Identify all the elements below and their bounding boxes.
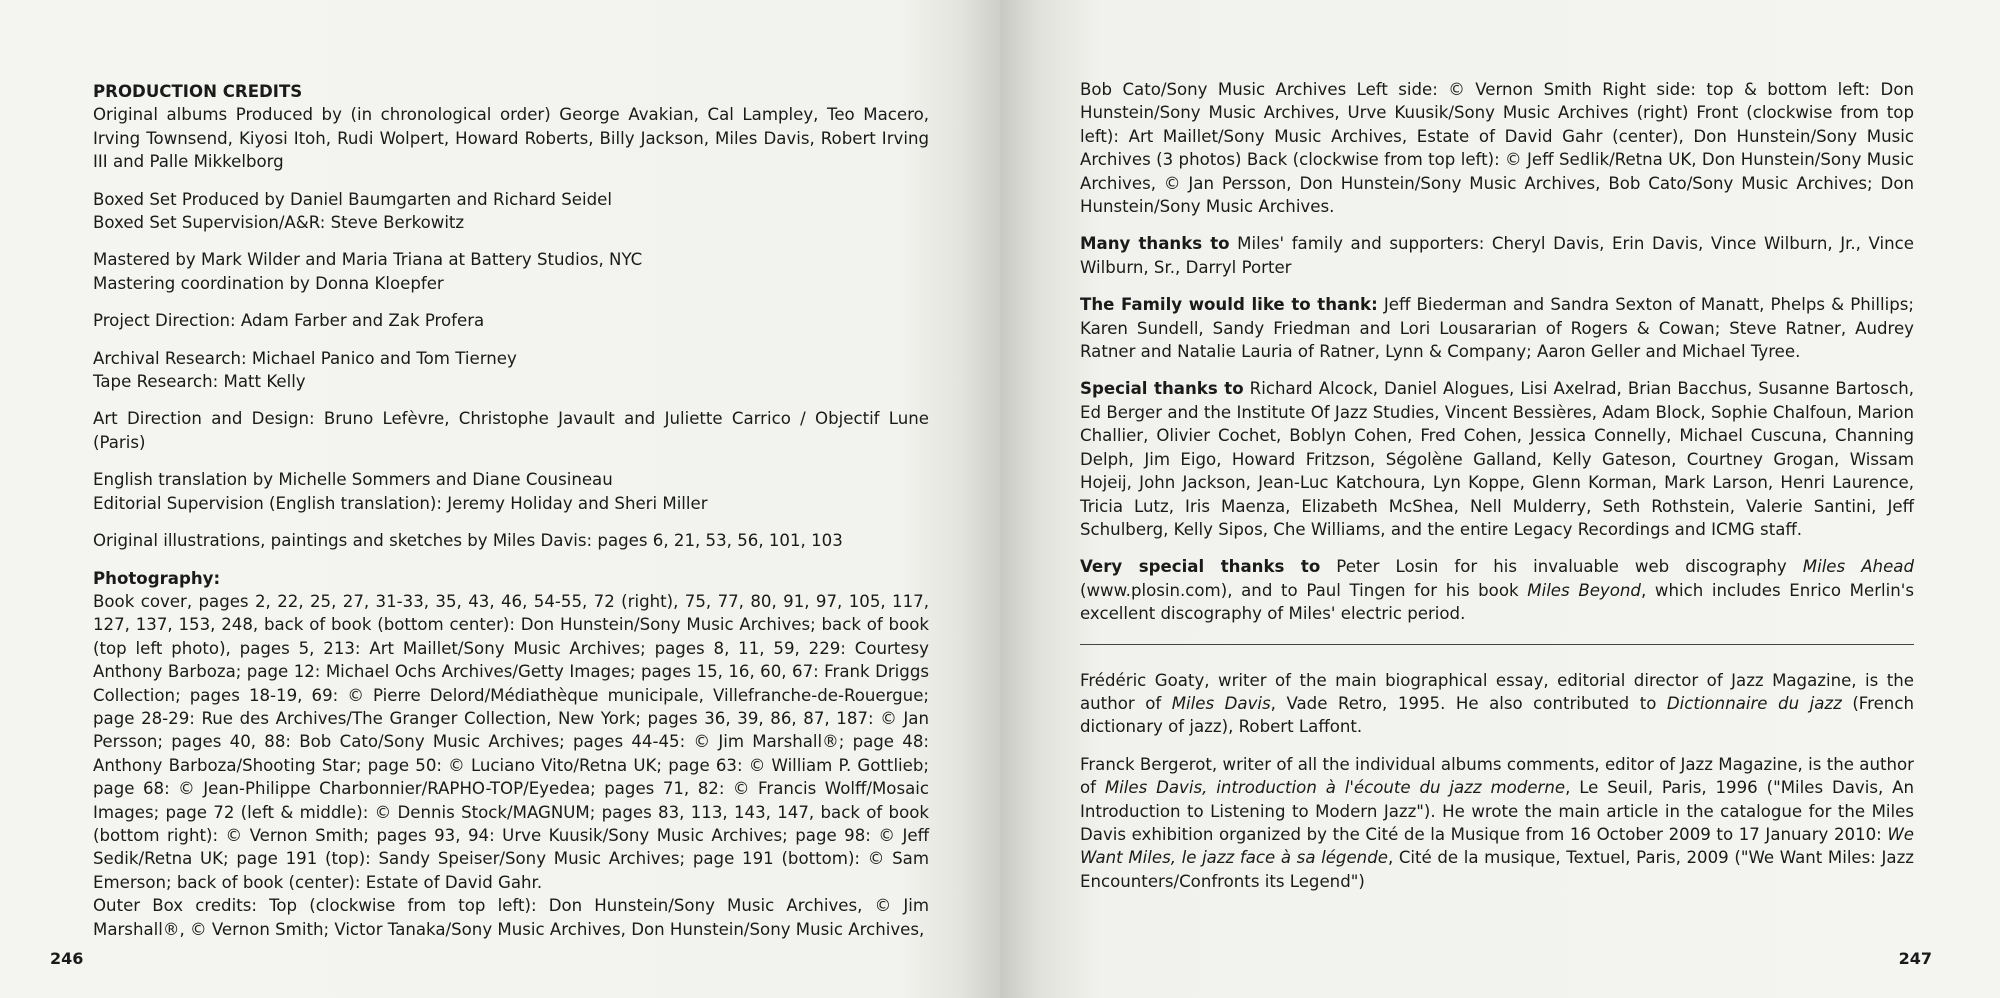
bergerot-text-2: , Le Seuil, Paris, 1996 ("Miles Davis, An Introduction to Listening to Modern Jazz"). He wrote the main article in the catalogue for the Miles Davis exhibition organized by the Cité de la Musique from 16 October 2009 to 17 January 2010: bbox=[1080, 778, 1914, 844]
many-thanks-paragraph bbox=[1080, 232, 1914, 279]
boxed-set-produced-credit: Boxed Set Produced by Daniel Baumgarten and Richard Seidel bbox=[93, 189, 612, 209]
page-number-right: 247 bbox=[1898, 949, 1932, 968]
right-page bbox=[1000, 0, 2000, 998]
goaty-text-1: Frédéric Goaty, writer of the main biographical essay, editorial director of Jazz Magazine, is the author of bbox=[1080, 670, 1914, 713]
very-special-text-2: (www.plosin.com), and to Paul Tingen for his book bbox=[1080, 580, 1528, 600]
art-direction-credit: Art Direction and Design: Bruno Lefèvre, Christophe Javault and Juliette Carrico / Objectif Lune (Paris) bbox=[93, 409, 929, 452]
english-translation-credit: English translation by Michelle Sommers and Diane Cousineau bbox=[93, 470, 613, 490]
family-thanks-paragraph bbox=[1080, 293, 1914, 363]
special-thanks-lead: Special thanks to bbox=[1080, 379, 1244, 399]
bergerot-text-1: Franck Bergerot, writer of all the individual albums comments, editor of Jazz Magazine, is the author of bbox=[1080, 754, 1914, 798]
boxed-set-supervision-credit: Boxed Set Supervision/A&R: Steve Berkowitz bbox=[93, 213, 465, 233]
original-albums-credit: Original albums Produced by (in chronological order) George Avakian, Cal Lampley, Teo Macero, Irving Townsend, Kiyosi Itoh, Rudi Wolpert, Howard Roberts, Billy Jackson, Miles Davis, Robert Irving III and Palle Mikkelborg bbox=[93, 105, 929, 172]
dictionnaire-title: Dictionnaire du jazz bbox=[1666, 693, 1842, 713]
production-credits-heading: PRODUCTION CREDITS bbox=[93, 82, 303, 101]
photo-credits-continuation: Bob Cato/Sony Music Archives Left side: © Vernon Smith Right side: top & bottom left: Don Hunstein/Sony Music Archives, Urve Kuusik/Sony Music Archives (right) Front (clockwise from top left): Art Maillet/Sony Music Archives, Estate of David Gahr (center), Don Hunstein/Sony Music Archives (3 photos) Back (clockwise from top left): © Jeff Sedlik/Retna UK, Don Hunstein/Sony Music Archives, © Jan Persson, Don Hunstein/Sony Music Archives, Bob Cato/Sony Music Archives; Don Hunstein/Sony Music Archives. bbox=[1080, 80, 1914, 217]
original-illustrations-credit: Original illustrations, paintings and sketches by Miles Davis: pages 6, 21, 53, 56, 101, 103 bbox=[93, 531, 843, 551]
acknowledgements-column bbox=[1080, 78, 1914, 893]
archival-research-credit: Archival Research: Michael Panico and Tom Tierney bbox=[93, 348, 517, 368]
outer-box-credits: Outer Box credits: Top (clockwise from top left): Don Hunstein/Sony Music Archives, © Jim Marshall®, © Vernon Smith; Victor Tanaka/Sony Music Archives, Don Hunstein/Sony Music Archives, bbox=[93, 896, 929, 939]
miles-ahead-title: Miles Ahead bbox=[1802, 557, 1914, 577]
very-special-text-3: , which includes Enrico Merlin's excellent discography of Miles' electric period. bbox=[1080, 580, 1914, 624]
section-divider bbox=[1080, 644, 1914, 645]
many-thanks-lead: Many thanks to bbox=[1080, 234, 1230, 254]
goaty-book-title: Miles Davis bbox=[1171, 693, 1271, 713]
project-direction-credit: Project Direction: Adam Farber and Zak Profera bbox=[93, 311, 485, 331]
miles-beyond-title: Miles Beyond bbox=[1527, 580, 1641, 600]
we-want-miles-title: We Want Miles, le jazz face à sa légende bbox=[1080, 824, 1914, 868]
bergerot-text-3: , Cité de la musique, Textuel, Paris, 2009 ("We Want Miles: Jazz Encounters/Confronts its Legend") bbox=[1080, 848, 1914, 891]
tape-research-credit: Tape Research: Matt Kelly bbox=[93, 372, 306, 392]
many-thanks-text: Miles' family and supporters: Cheryl Davis, Erin Davis, Vince Wilburn, Jr., Vince Wilburn, Sr., Darryl Porter bbox=[1080, 234, 1914, 277]
very-special-thanks-paragraph bbox=[1080, 555, 1914, 625]
goaty-text-3: (French dictionary of jazz), Robert Laffont. bbox=[1080, 693, 1914, 737]
production-credits-column bbox=[93, 80, 929, 941]
photography-heading: Photography: bbox=[93, 568, 221, 588]
special-thanks-paragraph bbox=[1080, 377, 1914, 541]
goaty-bio-paragraph bbox=[1080, 669, 1914, 739]
goaty-text-2: , Vade Retro, 1995. He also contributed to bbox=[1270, 693, 1667, 713]
family-thanks-text: Jeff Biederman and Sandra Sexton of Manatt, Phelps & Phillips; Karen Sundell, Sandy Friedman and Lori Lousararian of Rogers & Cowan; Steve Ratner, Audrey Ratner and Natalie Lauria of Ratner, Lynn & Company; Aaron Geller and Michael Tyree. bbox=[1080, 295, 1914, 362]
photography-credits: Book cover, pages 2, 22, 25, 27, 31-33, 35, 43, 46, 54-55, 72 (right), 75, 77, 80, 91, 97, 105, 117, 127, 137, 153, 248, back of book (bottom center): Don Hunstein/Sony Music Archives; back of book (top left photo), pages 5, 213: Art Maillet/Sony Music Archives; pages 8, 11, 59, 229: Courtesy Anthony Barboza; page 12: Michael Ochs Archives/Getty Images; pages 15, 16, 60, 67: Frank Driggs Collection; pages 18-19, 69: © Pierre Delord/Médiathèque municipale, Villefranche-de-Rouergue; page 28-29: Rue des Archives/The Granger Collection, New York; pages 36, 39, 86, 87, 187: © Jan Persson; pages 40, 88: Bob Cato/Sony Music Archives; pages 44-45: © Jim Marshall®; page 48: Anthony Barboza/Shooting Star; page 50: © Luciano Vito/Retna UK; page 63: © William P. Gottlieb; page 68: © Jean-Philippe Charbonnier/RAPHO-TOP/Eyedea; pages 71, 82: © Francis Wolff/Mosaic Images; page 72 (left & middle): © Dennis Stock/MAGNUM; pages 83, 113, 143, 147, back of book (bottom right): © Vernon Smith; pages 93, 94: Urve Kuusik/Sony Music Archives; page 98: © Jeff Sedik/Retna UK; page 191 (top): Sandy Speiser/Sony Music Archives; page 191 (bottom): © Sam Emerson; back of book (center): Estate of David Gahr. bbox=[93, 591, 929, 892]
bergerot-bio-paragraph bbox=[1080, 753, 1914, 893]
mastered-credit: Mastered by Mark Wilder and Maria Triana at Battery Studios, NYC bbox=[93, 250, 643, 270]
family-thanks-lead: The Family would like to thank: bbox=[1080, 295, 1378, 315]
bergerot-book-title: Miles Davis, introduction à l'écoute du jazz moderne bbox=[1104, 778, 1566, 798]
very-special-thanks-lead: Very special thanks to bbox=[1080, 557, 1321, 577]
very-special-text-1: Peter Losin for his invaluable web discography bbox=[1320, 557, 1803, 577]
page-number-left: 246 bbox=[50, 949, 84, 968]
special-thanks-text: Richard Alcock, Daniel Alogues, Lisi Axelrad, Brian Bacchus, Susanne Bartosch, Ed Berger and the Institute Of Jazz Studies, Vincent Bessières, Adam Block, Sophie Chalfoun, Marion Challier, Olivier Cochet, Boblyn Cohen, Fred Cohen, Jessica Connelly, Michael Cuscuna, Channing Delph, Jim Eigo, Howard Fritzson, Ségolène Galland, Kelly Gateson, Courtney Grogan, Wissam Hojeij, John Jackson, Jean-Luc Katchoura, Lyn Koppe, Glenn Korman, Mark Larson, Henri Laurence, Tricia Lutz, Iris Maenza, Elizabeth McShea, Nell Mulderry, Seth Rothstein, Valerie Santini, Jeff Schulberg, Kelly Sipos, Che Williams, and the entire Legacy Recordings and ICMG staff. bbox=[1080, 379, 1914, 539]
mastering-coordination-credit: Mastering coordination by Donna Kloepfer bbox=[93, 273, 444, 293]
editorial-supervision-credit: Editorial Supervision (English translation): Jeremy Holiday and Sheri Miller bbox=[93, 493, 708, 513]
